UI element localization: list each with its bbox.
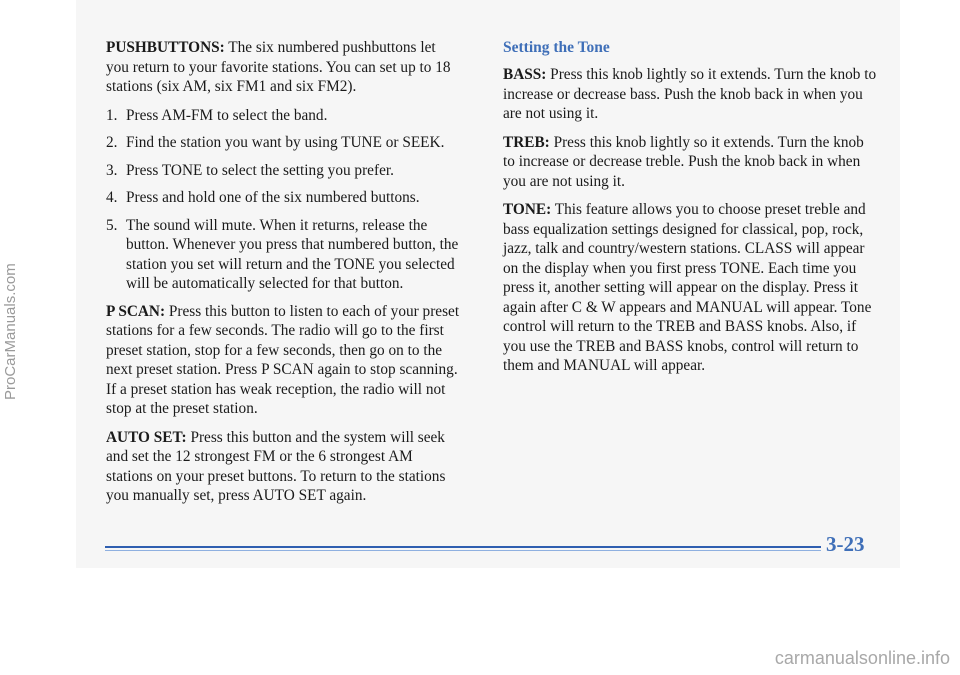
tone-lead: TONE: — [503, 201, 552, 218]
auto-set-paragraph — [106, 428, 462, 506]
left-column — [106, 38, 462, 515]
treb-lead: TREB: — [503, 133, 550, 151]
pushbuttons-text: The six numbered pushbuttons let you return to your favorite stations. You can set up to 18 stations (six AM, six FM1 and six FM2). — [106, 39, 451, 95]
section-heading: Setting the Tone — [503, 39, 610, 56]
right-column — [503, 38, 879, 385]
step-item — [106, 133, 462, 153]
step-item — [106, 188, 462, 208]
footer-rule-thin — [105, 550, 821, 551]
footer-rule — [105, 546, 821, 548]
treb-paragraph — [503, 133, 879, 192]
steps-list — [106, 106, 462, 294]
p-scan-lead: P SCAN: — [106, 302, 166, 320]
site-footer: carmanualsonline.info — [774, 648, 950, 668]
pushbuttons-paragraph — [106, 38, 462, 97]
step-number: 3. — [106, 161, 118, 179]
bass-lead: BASS: — [503, 66, 547, 83]
auto-set-lead: AUTO SET: — [106, 428, 187, 446]
step-number: 2. — [106, 134, 118, 151]
page-number: 3-23 — [826, 532, 865, 556]
treb-text: Press this knob lightly so it extends. Turn the knob to increase or decrease treble. Push the knob back in when you are not using it. — [503, 133, 864, 190]
auto-set-text: Press this button and the system will seek and set the 12 strongest FM or the 6 strongest AM stations on your preset buttons. To return to the stations you manually set, press AUTO SET again. — [106, 428, 446, 504]
tone-paragraph — [503, 200, 879, 376]
step-text: Press AM-FM to select the band. — [126, 106, 328, 124]
bass-text: Press this knob lightly so it extends. Turn the knob to increase or decrease bass. Push the knob back in when you are not using it. — [503, 66, 877, 122]
watermark: ProCarManuals.com — [2, 263, 19, 400]
step-item — [106, 106, 462, 126]
step-text: Press TONE to select the setting you prefer. — [126, 161, 394, 179]
step-text: Press and hold one of the six numbered buttons. — [126, 189, 420, 206]
step-number: 5. — [106, 216, 118, 234]
pushbuttons-lead: PUSHBUTTONS: — [106, 39, 225, 56]
step-text: Find the station you want by using TUNE or SEEK. — [126, 134, 445, 151]
p-scan-paragraph — [106, 302, 462, 419]
tone-text: This feature allows you to choose preset treble and bass equalization settings designed for classical, pop, rock, jazz, talk and country/western stations. CLASS will appear on the display when you first press TONE. Each time you press it, another setting will appear on the display. Press it again after C & W appears and MANUAL will appear. Tone control will return to the TREB and BASS knobs. Also, if you use the TREB and BASS knobs, control will return to them and MANUAL will appear. — [503, 201, 872, 374]
step-item — [106, 216, 462, 294]
step-number: 1. — [106, 106, 118, 124]
step-text: The sound will mute. When it returns, release the button. Whenever you press that numbered button, the station you set will return and the TONE you selected will be automatically selected for that button. — [126, 216, 459, 292]
bass-paragraph — [503, 65, 879, 124]
step-number: 4. — [106, 189, 118, 206]
p-scan-text: Press this button to listen to each of your preset stations for a few seconds. The radio will go to the first preset station, stop for a few seconds, then go on to the next preset station. Press P SCAN again to stop scanning. If a preset station has weak reception, the radio will not stop at the preset station. — [106, 302, 460, 417]
step-item — [106, 161, 462, 181]
